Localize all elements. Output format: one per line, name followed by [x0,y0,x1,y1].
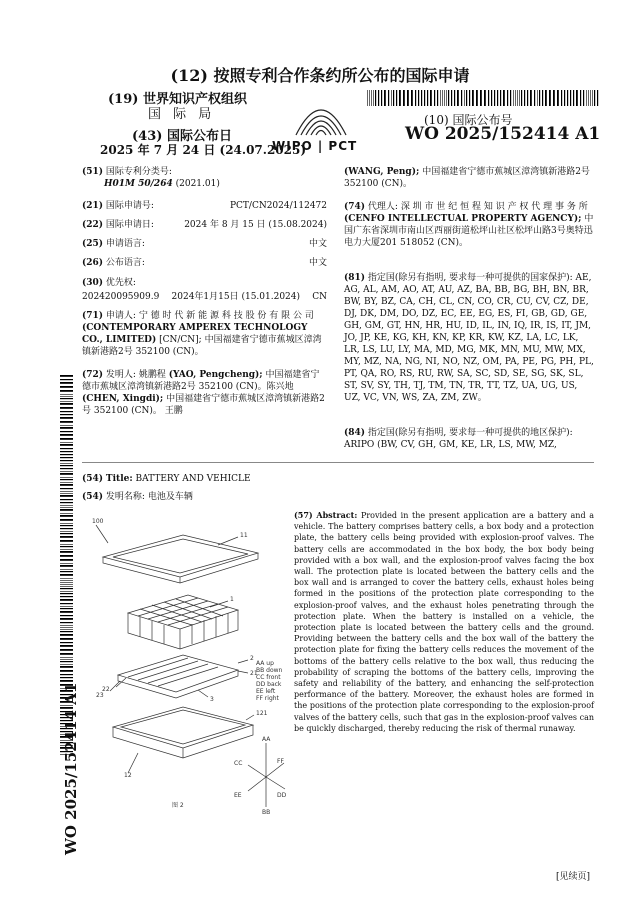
f22-num: (22) [82,220,104,230]
continued-marker: [见续页] [555,872,590,882]
field-81 [344,272,594,404]
designated-states-regional: 指定国(除另有指明, 要求每一种可提供的地区保护): ARIPO (BW, CV, GH, GM, KE, LR, LS, MW, MZ, [344,428,573,450]
f51-num: (51) [82,167,104,177]
field-84 [344,427,594,451]
ref-1: 1 [230,596,234,603]
ref-100: 100 [92,518,104,525]
title-en-label: Title: [105,474,133,484]
title-cn-line [82,491,193,503]
field-71 [82,310,327,358]
f25-value: 中文 [308,239,327,249]
f71-num: (71) [82,311,104,321]
box-tray [113,707,253,758]
legend-5: FF right [256,695,279,702]
f51-label: 国际专利分类号: [105,167,172,177]
legend-4: EE left [256,688,276,695]
title-en: BATTERY AND VEHICLE [135,474,251,484]
agent-en: (CENFO INTELLECTUAL PROPERTY AGENCY); [344,214,582,224]
inventor-1-cn: 发明人: 姚鹏程 [105,370,166,380]
inventor-3-en: (WANG, Peng); [344,167,420,177]
field-25 [82,238,327,250]
field-30 [82,277,327,303]
exploded-battery-figure [88,515,288,815]
f84-num: (84) [344,428,366,438]
publication-date: 2025 年 7 月 24 日 (24.07.2025) [100,143,307,157]
field-51 [82,166,327,190]
ref-22: 22 [102,686,110,693]
f21-label: 国际申请号: [105,201,154,211]
applicant-address: [CN/CN]; 中国福建省宁德市蕉城区漳湾镇新港路2号 352100 (CN)。 [82,335,322,357]
applicant-cn: 申请人: 宁 德 时 代 新 能 源 科 技 股 份 有 限 公 司 [105,311,314,321]
ref-21: 21 [250,670,258,677]
priority-country: CN [312,292,327,302]
f72-num: (72) [82,370,104,380]
f54-num-en: (54) [82,474,104,484]
inventor-3-address: 中国福建省宁德市蕉城区漳湾镇新港路2号 352100 (CN)。 [344,167,590,189]
axis-ff: FF [277,758,284,765]
title-en-line [82,473,251,485]
title-cn-label: 发明名称: [105,492,145,502]
designated-states-national: 指定国(除另有指明, 要求每一种可提供的国家保护): AE, AG, AL, AM, AO, AT, AU, AZ, BA, BB, BG, BH, BN, BR, BW, BY, BZ, CA, CH, CL, CN, CO, CR, CU, CV, CZ, DE, DJ, DK, DM, DO, DZ, EC, EE, EG, ES, FI, GB, GD, GE, GH, GM, GT, HN, HR, HU, ID, IL, IN, IQ, IR, IS, IT, JM, JO, JP, KE, KG, KH, KN, KP, KR, KW, KZ, LA, LC, LK, LR, LS, LU, LY, MA, MD, MG, MK, MN, MU, MW, MX, MY, MZ, NA, NG, NI, NO, NZ, OM, PA, PE, PG, PH, PL, PT, QA, RO, RS, RU, RW, SA, SC, SD, SE, SG, SK, SL, ST, SV, SY, TH, TJ, TM, TN, TR, TT, TZ, UA, UG, US, UZ, VC, VN, WS, ZA, ZM, ZW。 [344,273,594,403]
protection-plate [118,655,238,698]
axis-aa: AA [262,736,271,743]
wipo-logo [276,95,366,139]
figure-caption: 图 2 [172,802,184,809]
f51-version: (2021.01) [175,179,220,189]
abstract-num: (57) [294,510,313,520]
f30-num: (30) [82,278,104,288]
ref-12: 12 [124,772,132,779]
field-22 [82,219,327,231]
axis-ee: EE [234,792,242,799]
priority-number: 202420095909.9 [82,292,160,302]
legend-2: CC front [256,674,281,681]
ref-23: 23 [96,692,104,699]
abstract-text: Provided in the present application are a battery and a vehicle. The battery comprises battery cells, a box body and a protection plate, the battery cells being provided with explosion-proof valves. The battery cells are accommodated in the box body, the box body being provided with a box wall, and the explosion-proof valves facing the box wall. The protection plate is located between the battery cells and the box wall and is arranged to cover the battery cells, exhaust holes being formed in the positions of the protection plate corresponding to the explosion-proof valves, and the exhaust holes penetrating through the protection plate. When the battery is installed on a vehicle, the protection plate is located between the battery cells and the ground. Providing between the battery cells and the box wall of the battery the protection plate for fixing the battery cells reduces the movement of the bottoms of the battery cells relative to the box wall, thus reducing the probability of scraping the bottoms of the battery cells, improving the safety and reliability of the battery, and enhancing the self-protection performance of the battery. Moreover, the exhaust holes are formed in the positions of the protection plate corresponding to the explosion-proof valves of the battery cells, such that gas in the explosion-proof valves can be quickly discharged, thereby reducing the risk of thermal runaway. [294,511,595,733]
pubdate-num: (43) [132,129,163,144]
field-72 [82,369,327,417]
agent-address: 中国广东省深圳市南山区西丽街道松坪山社区松坪山路3号奥特迅电力大厦201 518052 (CN)。 [344,214,594,248]
f21-value: PCT/CN2024/112472 [229,201,327,211]
field-72-continued [344,166,594,190]
f51-value: H01M 50/264 [104,179,173,189]
inventor-2-address: 中国福建省宁德市蕉城区漳湾镇新港路2号 352100 (CN)。 王鹏 [82,394,325,416]
f25-num: (25) [82,239,104,249]
legend-1: BB down [256,667,283,674]
top-barcode [367,90,599,106]
axis-bb: BB [262,809,271,815]
agent-cn: 代理人: 深 圳 市 世 纪 恒 程 知 识 产 权 代 理 事 务 所 [367,202,588,212]
office-name: 国 际 局 [148,107,216,122]
f22-value: 2024 年 8 月 15 日 (15.08.2024) [184,220,327,230]
title-cn: 电池及车辆 [147,492,193,502]
abstract [294,510,594,734]
pubno-label: 国际公布号 [452,113,513,127]
pubdate-label: 国际公布日 [166,129,232,144]
ref-121: 121 [256,710,268,717]
f26-value: 中文 [308,258,327,268]
ref-3: 3 [210,696,214,703]
field-21 [82,200,327,212]
legend-3: DD back [256,681,282,688]
wipo-pct-text: WIPO | PCT [272,139,358,153]
ref-2: 2 [250,655,254,662]
f26-num: (26) [82,258,104,268]
inventor-1-address: 中国福建省宁德市蕉城区漳湾镇新港路2号 352100 (CN)。陈兴地 [82,370,320,392]
inventor-1-en: (YAO, Pengcheng); [168,370,263,380]
section-divider [82,462,594,463]
axis-dd: DD [277,792,287,799]
field-26 [82,257,327,269]
org-name: 世界知识产权组织 [142,92,247,107]
inventor-2-en: (CHEN, Xingdi); [82,394,164,404]
applicant-en: (CONTEMPORARY AMPEREX TECHNOLOGY CO., LIMITED) [82,323,308,345]
f26-label: 公布语言: [105,258,145,268]
document-title: (12) 按照专利合作条约所公布的国际申请 [170,66,470,85]
org-num: (19) [108,92,139,107]
f22-label: 国际申请日: [105,220,154,230]
pubno-num: (10) [424,113,449,127]
legend-0: AA up [256,660,274,667]
f54-num-cn: (54) [82,492,104,502]
axis-cc: CC [234,760,243,767]
f25-label: 申请语言: [105,239,145,249]
field-74 [344,201,594,249]
top-cover [103,535,258,577]
abstract-label: Abstract: [316,510,358,520]
f74-num: (74) [344,202,366,212]
f21-num: (21) [82,201,104,211]
ref-11: 11 [240,532,248,539]
publication-number: WO 2025/152414 A1 [405,124,601,144]
side-publication-number: WO 2025/152414 A1 [62,682,80,855]
f81-num: (81) [344,273,366,283]
f30-label: 优先权: [105,278,136,288]
priority-date: 2024年1月15日 (15.01.2024) [171,292,301,302]
